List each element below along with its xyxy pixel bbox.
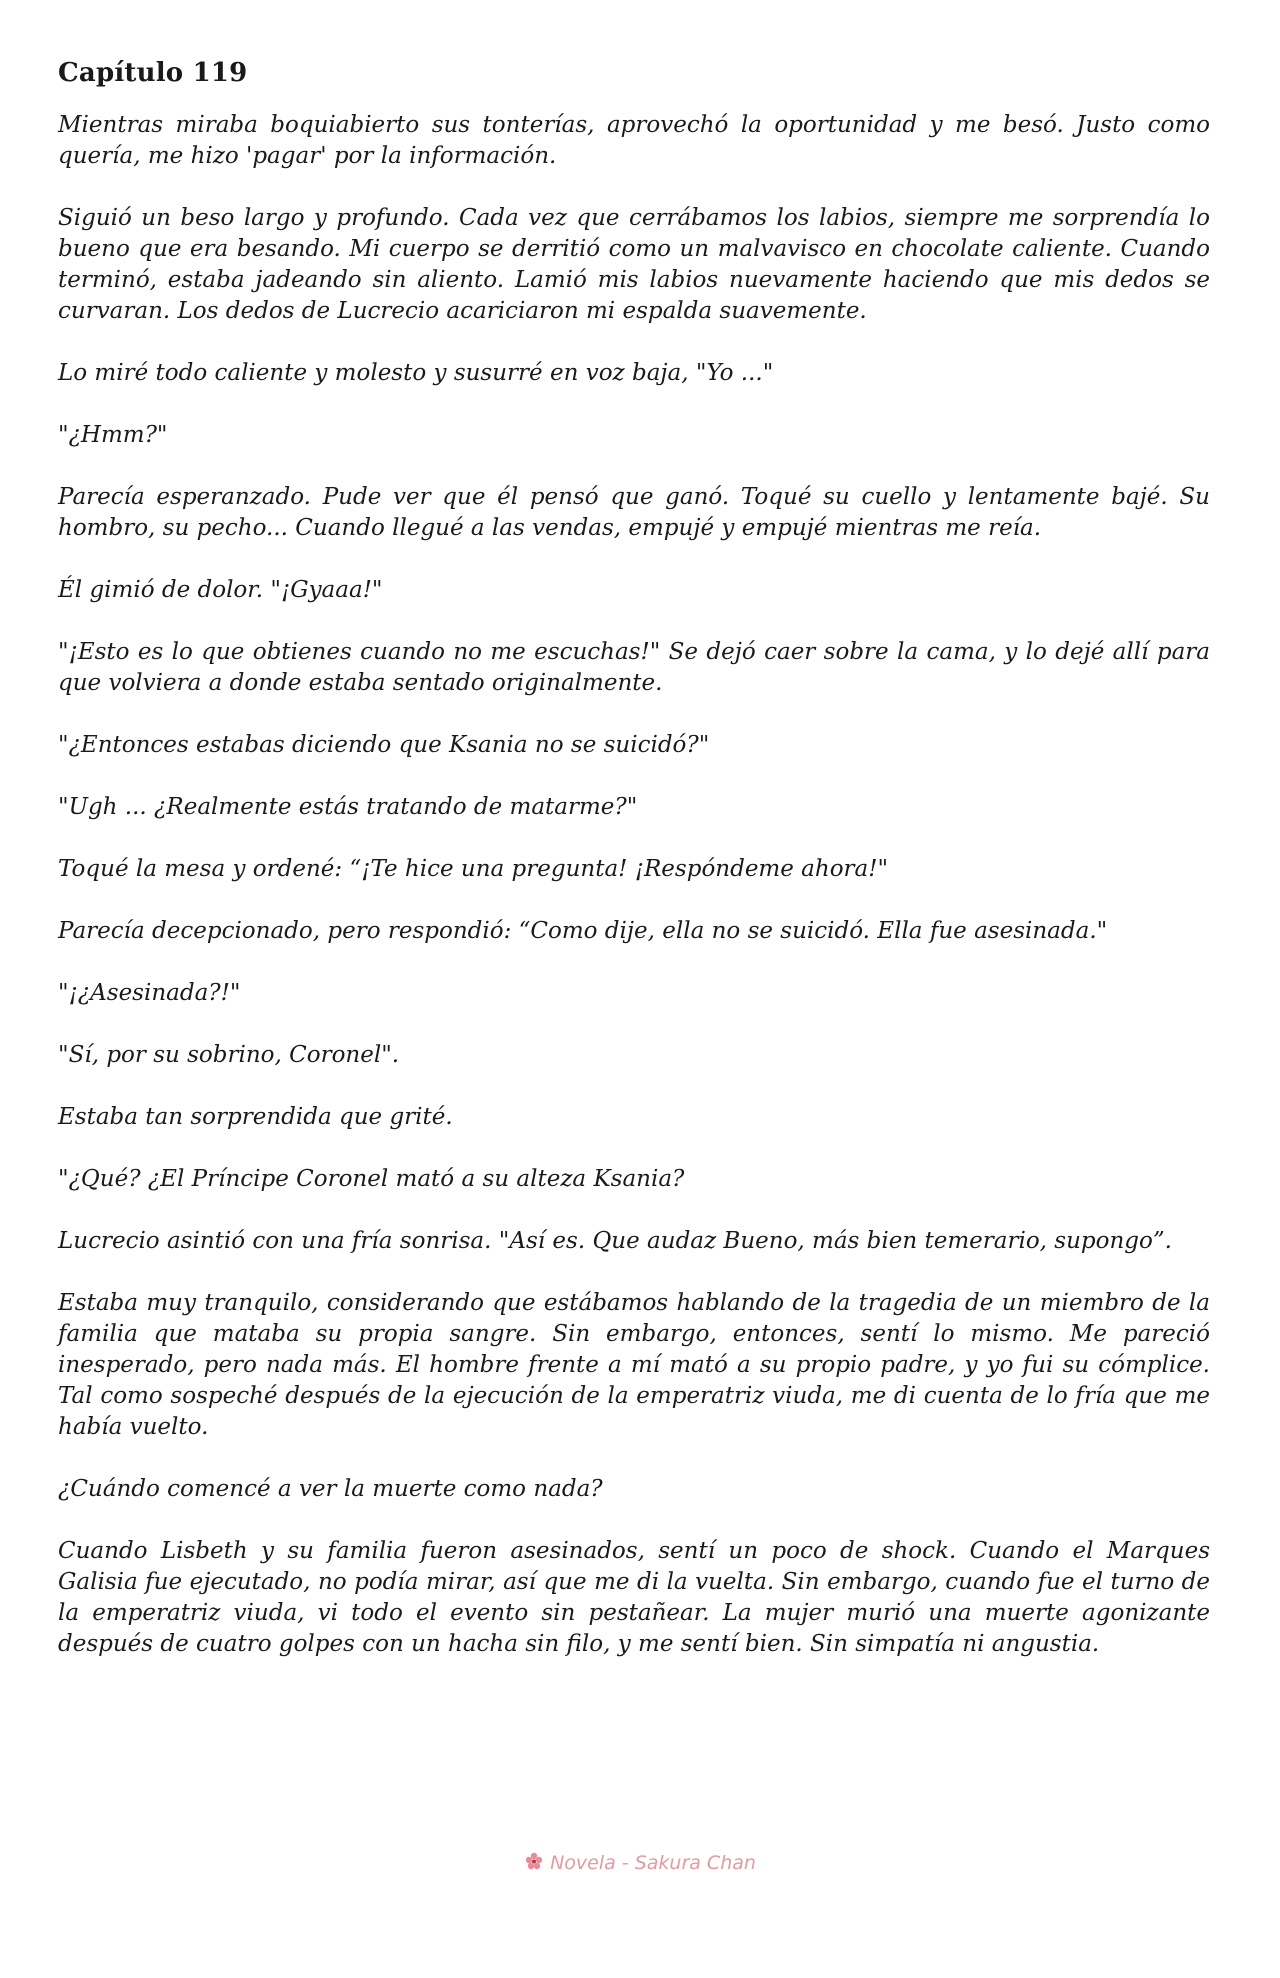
paragraph: Lo miré todo caliente y molesto y susurré en voz baja, "Yo ..."	[58, 360, 774, 386]
paragraph: "Ugh ... ¿Realmente estás tratando de matarme?"	[58, 794, 638, 820]
paragraph: "Sí, por su sobrino, Coronel".	[58, 1042, 400, 1068]
paragraph: Toqué la mesa y ordené: “¡Te hice una pregunta! ¡Respóndeme ahora!"	[58, 856, 889, 882]
paragraph: ¿Cuándo comencé a ver la muerte como nada?	[58, 1476, 603, 1502]
watermark-text: Novela - Sakura Chan	[550, 1852, 756, 1874]
chapter-body	[58, 110, 1210, 1660]
paragraph: Estaba tan sorprendida que grité.	[58, 1104, 453, 1130]
sakura-flower-icon	[524, 1851, 544, 1871]
document-page	[58, 58, 1210, 1691]
paragraph: Él gimió de dolor. "¡Gyaaa!"	[58, 577, 383, 603]
paragraph: Estaba muy tranquilo, considerando que estábamos hablando de la tragedia de un miembro de la familia que mataba su propia sangre. Sin embargo, entonces, sentí lo mismo. Me pareció inesperado, pero nada más. El hombre frente a mí mató a su propio padre, y yo fui su cómplice. Tal como sospeché después de la ejecución de la emperatriz viuda, me di cuenta de lo fría que me había vuelto.	[58, 1290, 1210, 1440]
paragraph: Parecía esperanzado. Pude ver que él pensó que ganó. Toqué su cuello y lentamente bajé. Su hombro, su pecho... Cuando llegué a las vendas, empujé y empujé mientras me reía.	[58, 484, 1210, 541]
paragraph: Siguió un beso largo y profundo. Cada vez que cerrábamos los labios, siempre me sorprendía lo bueno que era besando. Mi cuerpo se derritió como un malvavisco en chocolate caliente. Cuando terminó, estaba jadeando sin aliento. Lamió mis labios nuevamente haciendo que mis dedos se curvaran. Los dedos de Lucrecio acariciaron mi espalda suavemente.	[58, 205, 1210, 324]
paragraph: Cuando Lisbeth y su familia fueron asesinados, sentí un poco de shock. Cuando el Marques Galisia fue ejecutado, no podía mirar, así que me di la vuelta. Sin embargo, cuando fue el turno de la emperatriz viuda, vi todo el evento sin pestañear. La mujer murió una muerte agonizante después de cuatro golpes con un hacha sin filo, y me sentí bien. Sin simpatía ni angustia.	[58, 1538, 1210, 1657]
paragraph: "¿Qué? ¿El Príncipe Coronel mató a su alteza Ksania?	[58, 1166, 685, 1192]
watermark	[0, 1851, 1280, 1874]
chapter-title: Capítulo 119	[58, 58, 248, 88]
paragraph: "¿Hmm?"	[58, 422, 168, 448]
paragraph: Lucrecio asintió con una fría sonrisa. "Así es. Que audaz Bueno, más bien temerario, supongo”.	[58, 1228, 1172, 1254]
paragraph: "¿Entonces estabas diciendo que Ksania no se suicidó?"	[58, 732, 710, 758]
paragraph: "¡¿Asesinada?!"	[58, 980, 241, 1006]
paragraph: Parecía decepcionado, pero respondió: “Como dije, ella no se suicidó. Ella fue asesinada."	[58, 918, 1108, 944]
paragraph: "¡Esto es lo que obtienes cuando no me escuchas!" Se dejó caer sobre la cama, y lo dejé allí para que volviera a donde estaba sentado originalmente.	[58, 639, 1210, 696]
paragraph: Mientras miraba boquiabierto sus tonterías, aprovechó la oportunidad y me besó. Justo como quería, me hizo 'pagar' por la información.	[58, 112, 1210, 169]
